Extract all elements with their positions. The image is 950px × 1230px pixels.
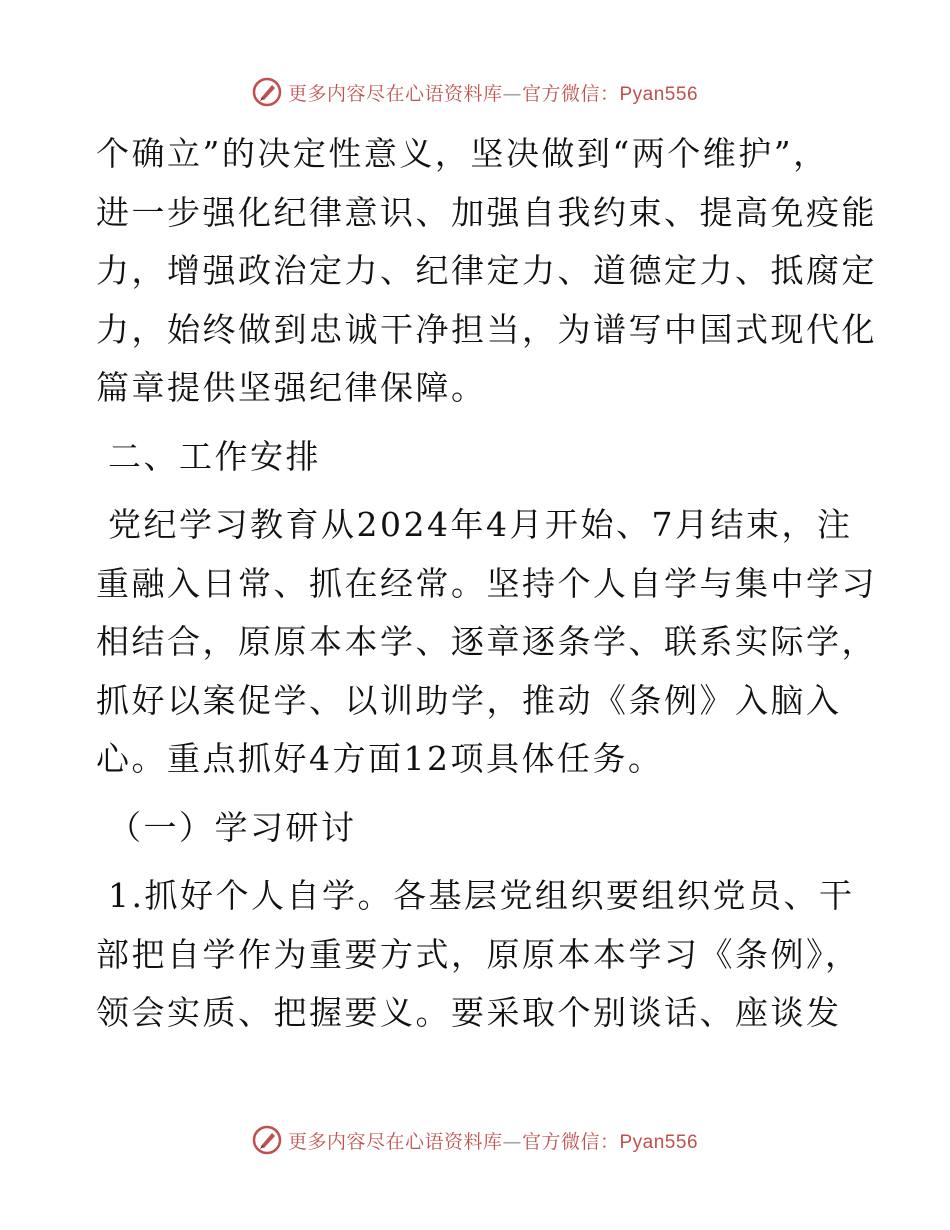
watermark-suffix: 官方微信： xyxy=(521,82,620,105)
watermark-separator: — xyxy=(502,82,522,105)
watermark-wechat-id: Pyan556 xyxy=(619,1131,699,1153)
pen-nib-seal-icon xyxy=(252,77,282,107)
footer-watermark xyxy=(0,1120,950,1160)
paragraph-arrangement xyxy=(96,496,877,789)
watermark-wechat-id: Pyan556 xyxy=(619,83,699,105)
watermark-text xyxy=(288,1127,698,1154)
text-line: 领会实质、把握要义。要采取个别谈话、座谈发 xyxy=(96,993,842,1032)
text-line: 重融入日常、抓在经常。坚持个人自学与集中学习 xyxy=(96,563,877,603)
header-watermark xyxy=(0,72,950,112)
paragraph-purpose xyxy=(96,125,877,418)
text-line: 进一步强化纪律意识、加强自我约束、提高免疫能 xyxy=(96,192,877,232)
watermark-text xyxy=(288,79,698,106)
watermark-brand: 更多内容尽在心语资料库 xyxy=(287,1130,503,1153)
watermark-brand: 更多内容尽在心语资料库 xyxy=(287,82,503,105)
watermark-separator: — xyxy=(502,1130,522,1153)
subsection-heading: （一）学习研讨 xyxy=(108,807,357,847)
text-line: 心。重点抓好4方面12项具体任务。 xyxy=(96,739,664,778)
text-line: 抓好以案促学、以训助学，推动《条例》入脑入 xyxy=(96,680,842,720)
section-heading: 二、工作安排 xyxy=(108,436,321,476)
text-line: 篇章提供坚强纪律保障。 xyxy=(96,368,487,407)
watermark-suffix: 官方微信： xyxy=(521,1130,620,1153)
pen-nib-seal-icon xyxy=(252,1125,282,1155)
text-line: 力，始终做到忠诚干净担当，为谱写中国式现代化 xyxy=(96,309,877,349)
text-line: 个确立”的决定性意义，坚决做到“两个维护”， xyxy=(96,134,829,173)
text-line: 部把自学作为重要方式，原原本本学习《条例》， xyxy=(96,934,861,974)
text-line: 党纪学习教育从2024年4月开始、7月结束，注 xyxy=(108,505,853,544)
text-line: 1.抓好个人自学。各基层党组织要组织党员、干 xyxy=(108,876,855,915)
document-body xyxy=(96,125,877,1043)
paragraph-self-study xyxy=(96,867,861,1043)
text-line: 力，增强政治定力、纪律定力、道德定力、抵腐定 xyxy=(96,251,877,290)
text-line: 相结合，原原本本学、逐章逐条学、联系实际学， xyxy=(96,622,877,661)
